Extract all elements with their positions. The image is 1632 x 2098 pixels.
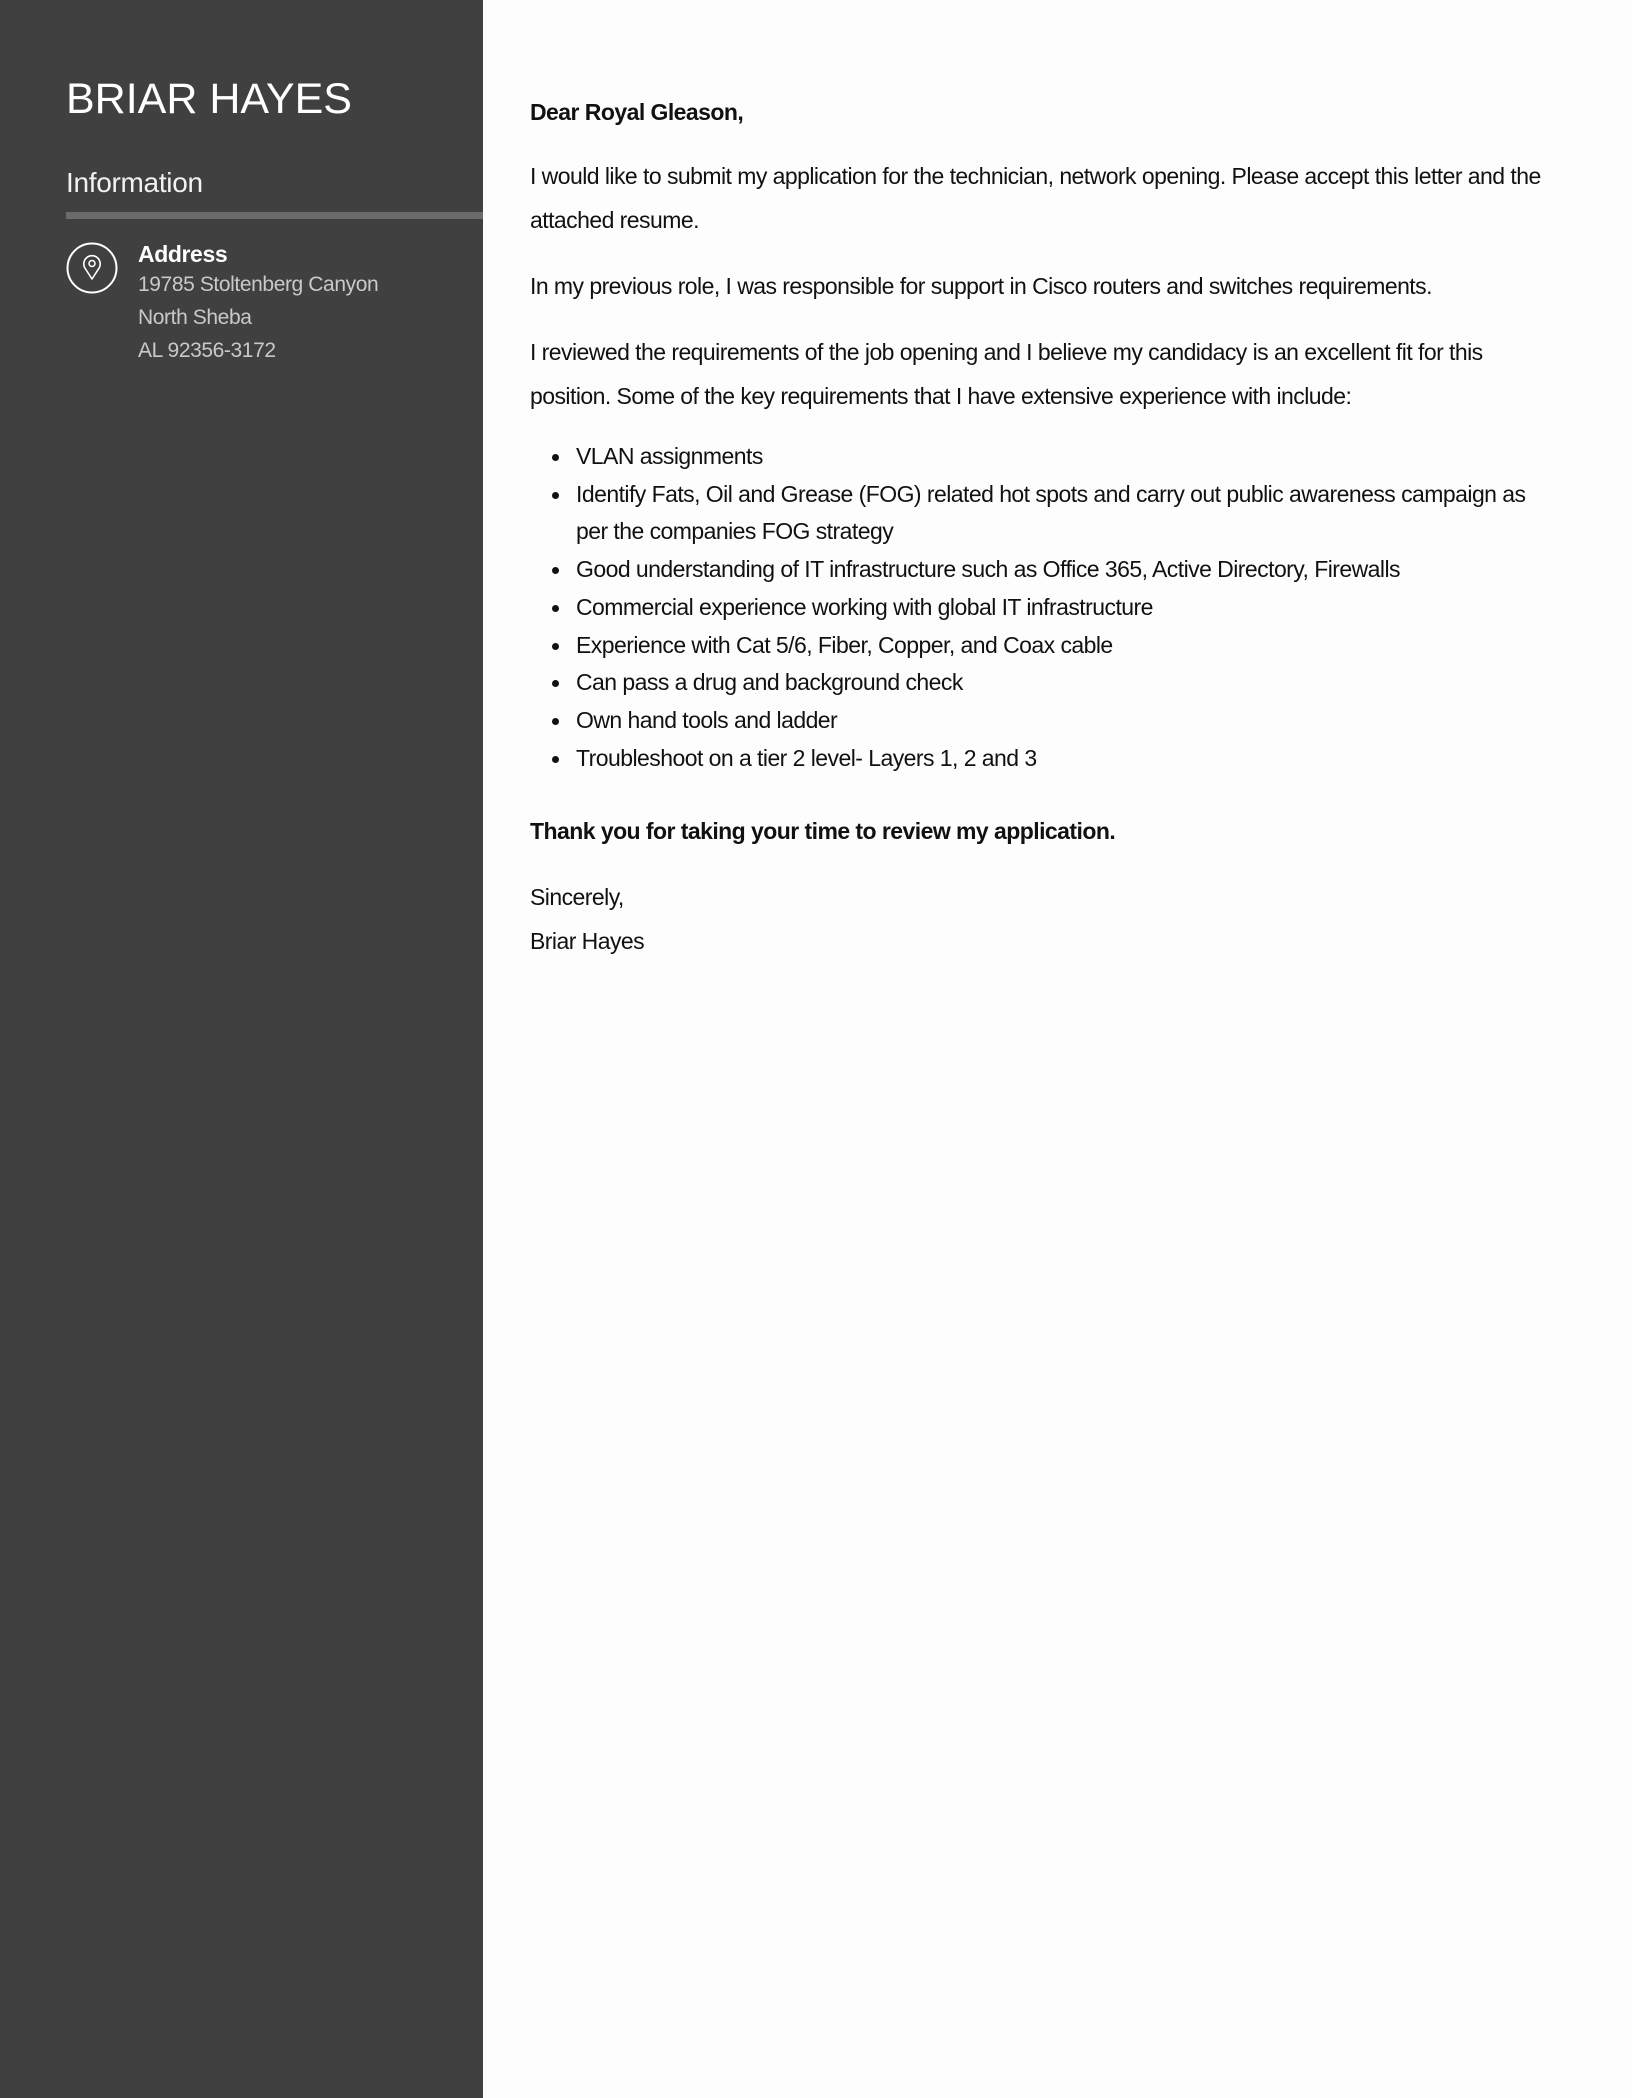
cover-letter-body [530,92,1570,963]
letter-paragraph-intro: I would like to submit my application for the technician, network opening. Please accept this letter and the attached resume. [530,163,1541,233]
list-item [530,627,1536,665]
list-item-text: Good understanding of IT infrastructure such as Office 365, Active Directory, Firewalls [576,556,1400,583]
list-item-text: Commercial experience working with global IT infrastructure [576,593,1153,620]
letter-paragraph-requirements-intro: I reviewed the requirements of the job opening and I believe my candidacy is an excellent fit for this position. Some of the key requirements that I have extensive experience with include: [530,339,1483,409]
address-line-street: 19785 Stoltenberg Canyon [138,273,379,296]
bullet-icon [552,605,559,612]
letter-closing: Thank you for taking your time to review my application. [530,818,1116,845]
section-title-information: Information [66,167,203,198]
address-line-city: North Sheba [138,306,252,329]
list-item-text: Own hand tools and ladder [576,706,838,733]
list-item [530,551,1536,589]
bullet-icon [552,454,559,461]
address-text [138,240,478,367]
list-item [530,438,1536,476]
list-item-text: Experience with Cat 5/6, Fiber, Copper, and Coax cable [576,631,1113,658]
list-item [530,664,1536,702]
applicant-name: BRIAR HAYES [66,75,352,123]
requirements-list [530,438,1570,777]
list-item [530,589,1536,627]
list-item-text: Identify Fats, Oil and Grease (FOG) related hot spots and carry out public awareness campaign as per the companies FOG strategy [576,480,1526,545]
section-divider [66,212,483,219]
letter-paragraph-previous-role: In my previous role, I was responsible for support in Cisco routers and switches requirements. [530,273,1432,299]
sidebar [0,0,483,2098]
address-line-state-zip: AL 92356-3172 [138,339,276,362]
bullet-icon [552,756,559,763]
letter-greeting: Dear Royal Gleason, [530,99,744,125]
letter-signature: Briar Hayes [530,928,645,955]
list-item-text: Troubleshoot on a tier 2 level- Layers 1, 2 and 3 [576,744,1037,771]
letter-signoff: Sincerely, [530,884,624,911]
list-item-text: VLAN assignments [576,443,763,469]
bullet-icon [552,680,559,687]
list-item [530,476,1536,551]
list-item [530,702,1536,740]
list-item [530,740,1536,778]
bullet-icon [552,492,559,499]
bullet-icon [552,718,559,725]
bullet-icon [552,567,559,574]
address-label: Address [138,241,228,267]
list-item-text: Can pass a drug and background check [576,669,963,696]
bullet-icon [552,643,559,650]
map-pin-icon [66,242,118,294]
